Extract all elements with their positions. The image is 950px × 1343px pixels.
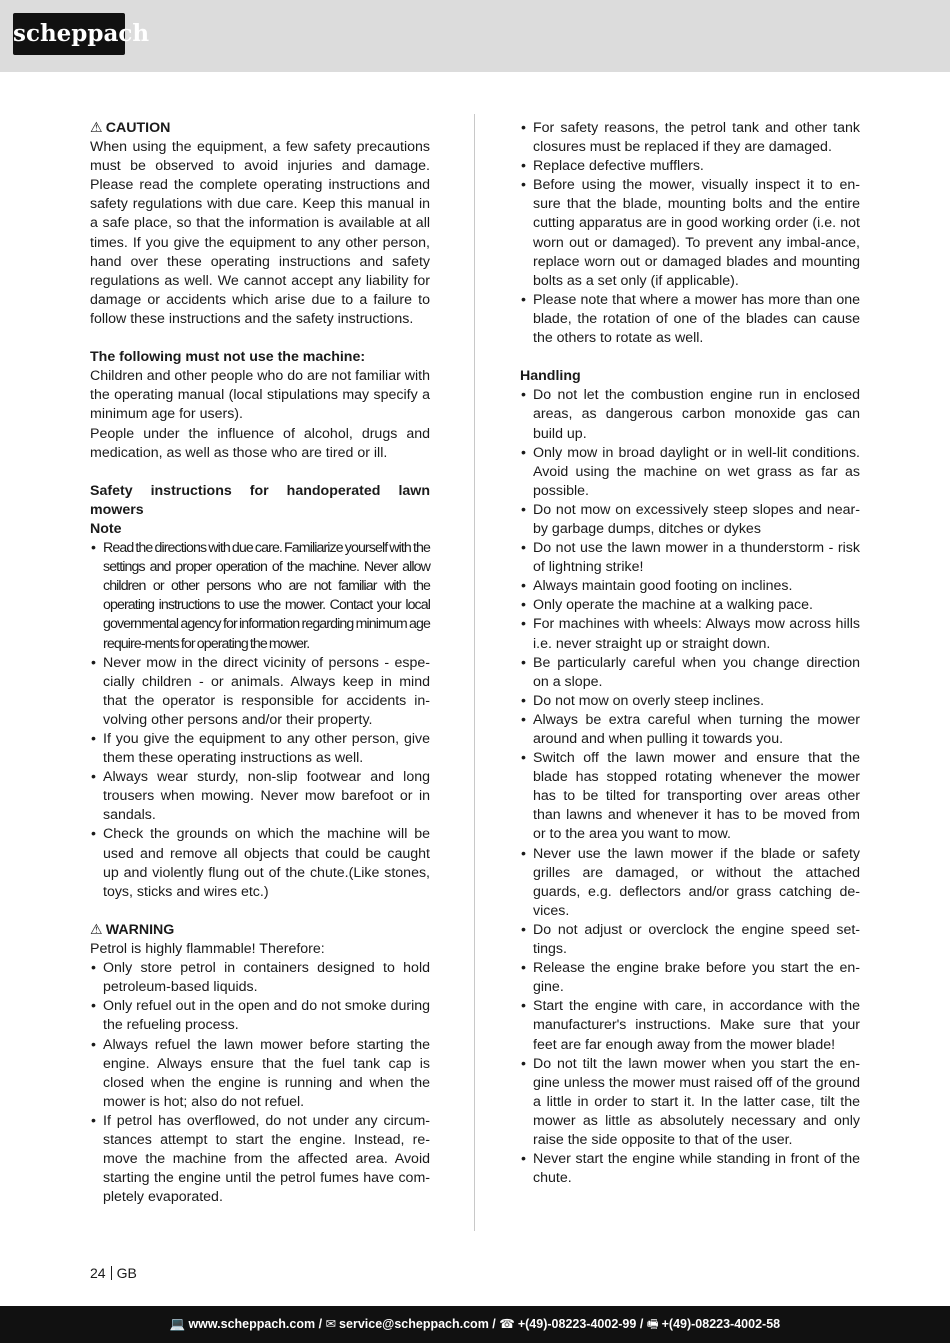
list-item: • If petrol has overflowed, do not under any circum-stances attempt to start the engine. Instead, re-move the machine from the affected area. Avoid starting the engine until the petrol fumes have com-pletely evaporated.: [90, 1112, 430, 1207]
caution-heading: ⚠ CAUTION: [90, 119, 430, 138]
list-item: • Do not tilt the lawn mower when you start the en-gine unless the mower must raised off of the ground a little in order to start it. In the latter case, tilt the mower as little as absolutely necessary and only raise the side opposite to that of the user.: [520, 1055, 860, 1150]
list-item: • Do not use the lawn mower in a thunderstorm - risk of lightning strike!: [520, 539, 860, 577]
must-not-paragraph-2: People under the influence of alcohol, drugs and medication, as well as those who are tired or ill.: [90, 425, 430, 461]
column-divider: [474, 114, 475, 1231]
note-heading: Note: [90, 520, 122, 537]
handling-heading: Handling: [520, 368, 581, 385]
scheppach-logo: scheppach: [13, 13, 125, 55]
warning-triangle-icon: ⚠: [90, 120, 103, 136]
warning-triangle-icon: ⚠: [90, 921, 103, 938]
list-item: • Read the directions with due care. Familiarize yourself with the settings and proper operation of the machine. Never allow children or other persons who are not familiar with the operating instructions to use the mower. Contact your local governmental agency for information regarding minimum age require-ments for operating the mower.: [90, 539, 430, 654]
list-item: • Always refuel the lawn mower before starting the engine. Always ensure that the fuel tank cap is closed when the engine is running and when the mower is hot; also do not refuel.: [90, 1036, 430, 1112]
list-item: • For safety reasons, the petrol tank and other tank closures must be replaced if they are damaged.: [520, 119, 860, 157]
list-item: • Do not let the combustion engine run in enclosed areas, as dangerous carbon monoxide gas can build up.: [520, 386, 860, 443]
must-not-heading: The following must not use the machine:: [90, 349, 366, 366]
list-item: • Switch off the lawn mower and ensure that the blade has stopped rotating whenever the mower has to be tilted for transporting over areas other than lawns and whenever it has to be moved from or to the area you want to mow.: [520, 749, 860, 844]
fax-icon: 🖷: [646, 1317, 659, 1331]
must-not-paragraph-1: Children and other people who do are not familiar with the operating manual (local stipulations may specify a minimum age for users).: [90, 368, 430, 423]
list-item: • Only refuel out in the open and do not smoke during the refueling process.: [90, 997, 430, 1035]
caution-text: When using the equipment, a few safety precautions must be observed to avoid injuries and damage. Please read the complete operating instructions and safety regulations with due care. Keep this manual in a safe place, so that the information is available at all times. If you give the equipment to any other person, hand over these operating instructions and safety regulations as well. We cannot accept any liability for damage or accidents which arise due to a failure to follow these instructions and the safety instructions.: [90, 139, 430, 327]
warning-list: [90, 959, 430, 1207]
list-item: • Always wear sturdy, non-slip footwear and long trousers when mowing. Never mow barefoot or in sandals.: [90, 768, 430, 825]
page-header: [0, 0, 950, 72]
page-number-divider: [111, 1266, 112, 1280]
warning-heading: ⚠ WARNING: [90, 921, 430, 940]
left-column: [90, 119, 430, 1207]
list-item: • Only mow in broad daylight or in well-lit conditions. Avoid using the machine on wet grass as far as possible.: [520, 444, 860, 501]
list-item: • Release the engine brake before you start the en-gine.: [520, 959, 860, 997]
warning-intro: Petrol is highly flammable! Therefore:: [90, 941, 325, 958]
list-item: • Do not adjust or overclock the engine speed set-tings.: [520, 921, 860, 959]
list-item: • Never mow in the direct vicinity of persons - espe-cially children - or animals. Always keep in mind that the operator is responsible for accidents in-volving other persons and/or their property.: [90, 654, 430, 730]
list-item: • Only operate the machine at a walking pace.: [520, 596, 860, 615]
footer-email: service@scheppach.com: [339, 1317, 489, 1331]
computer-icon: 💻: [169, 1317, 186, 1331]
list-item: • Always maintain good footing on inclines.: [520, 577, 860, 596]
handling-list: [520, 386, 860, 1188]
footer-phone: +(49)-08223-4002-99: [517, 1317, 637, 1331]
safety-instructions-heading: Safety instructions for handoperated lawn mowers: [90, 482, 430, 518]
footer-fax: +(49)-08223-4002-58: [661, 1317, 781, 1331]
safety-instructions-list: [90, 539, 430, 902]
list-item: • Never use the lawn mower if the blade or safety grilles are damaged, or without the attached guards, e.g. deflectors and/or grass catching de-vices.: [520, 845, 860, 921]
page-footer: 💻 www.scheppach.com / ✉ service@scheppach.com / ☎ +(49)-08223-4002-99 / 🖷 +(49)-08223-4002-58: [0, 1306, 950, 1343]
list-item: • Only store petrol in containers designed to hold petroleum-based liquids.: [90, 959, 430, 997]
list-item: • Do not mow on overly steep inclines.: [520, 692, 860, 711]
mail-icon: ✉: [325, 1317, 337, 1331]
list-item: • If you give the equipment to any other person, give them these operating instructions as well.: [90, 730, 430, 768]
list-item: • Please note that where a mower has more than one blade, the rotation of one of the blades can cause the others to rotate as well.: [520, 291, 860, 348]
list-item: • Start the engine with care, in accordance with the manufacturer's instructions. Make sure that your feet are far enough away from the mower blade!: [520, 997, 860, 1054]
list-item: • Check the grounds on which the machine will be used and remove all objects that could be caught up and violently flung out of the chute.(Like stones, toys, sticks and wires etc.): [90, 825, 430, 901]
page-number: 24 GB: [90, 1265, 137, 1281]
list-item: • Replace defective mufflers.: [520, 157, 860, 176]
list-item: • For machines with wheels: Always mow across hills i.e. never straight up or straight down.: [520, 615, 860, 653]
list-item: • Never start the engine while standing in front of the chute.: [520, 1150, 860, 1188]
footer-website: www.scheppach.com: [188, 1317, 316, 1331]
top-safety-list: [520, 119, 860, 348]
list-item: • Do not mow on excessively steep slopes and near-by garbage dumps, ditches or dykes: [520, 501, 860, 539]
right-column: [520, 119, 860, 1188]
list-item: • Before using the mower, visually inspect it to en-sure that the blade, mounting bolts and the entire cutting apparatus are in good working order (i.e. not worn out or damaged). To prevent any imbal-ance, replace worn out or damaged blades and mounting bolts as a set only (if applicable).: [520, 176, 860, 291]
list-item: • Always be extra careful when turning the mower around and when pulling it towards you.: [520, 711, 860, 749]
list-item: • Be particularly careful when you change direction on a slope.: [520, 654, 860, 692]
phone-icon: ☎: [499, 1317, 515, 1331]
